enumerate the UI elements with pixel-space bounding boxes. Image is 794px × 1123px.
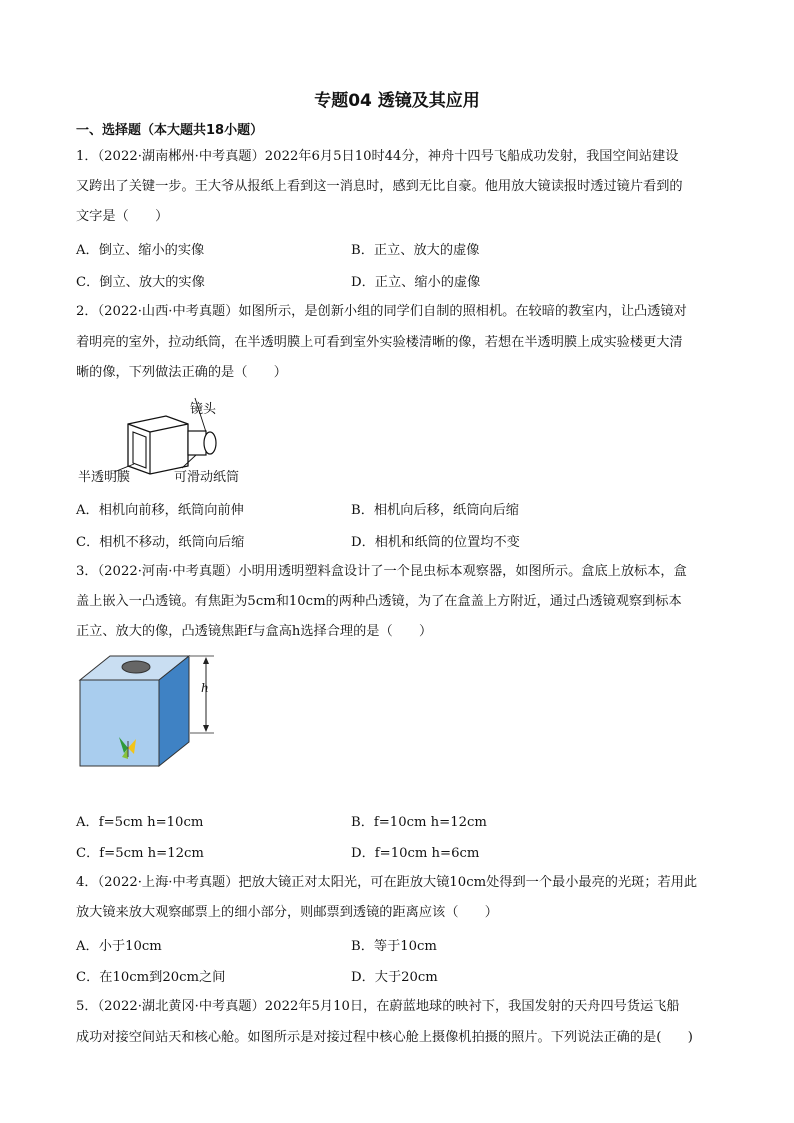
q2-option-c: C．相机不移动，纸筒向后缩 bbox=[76, 535, 245, 550]
q2-option-d: D．相机和纸筒的位置均不变 bbox=[351, 535, 520, 550]
q5-line-1: 5．（2022·湖北黄冈·中考真题）2022年5月10日，在蔚蓝地球的映衬下，我国发射的天舟四号货运飞船 bbox=[76, 999, 680, 1014]
q5-line-2: 成功对接空间站天和核心舱。如图所示是对接过程中核心舱上摄像机拍摄的照片。下列说法正确的是( ) bbox=[76, 1030, 693, 1045]
q2-line-3: 晰的像，下列做法正确的是（ ） bbox=[76, 365, 287, 380]
q4-option-a: A．小于10cm bbox=[76, 939, 162, 954]
q3-option-b: B．f=10cm h=12cm bbox=[351, 815, 487, 830]
section-heading: 一、选择题（本大题共18小题） bbox=[76, 123, 264, 138]
q4-line-1: 4．（2022·上海·中考真题）把放大镜正对太阳光，可在距放大镜10cm处得到一个最小最亮的光斑；若用此 bbox=[76, 875, 698, 890]
page-title: 专题04 透镜及其应用 bbox=[314, 91, 480, 111]
q2-option-a: A．相机向前移，纸筒向前伸 bbox=[76, 503, 244, 518]
q1-option-c: C．倒立、放大的实像 bbox=[76, 275, 205, 290]
q3-option-d: D．f=10cm h=6cm bbox=[351, 846, 480, 861]
q3-option-c: C．f=5cm h=12cm bbox=[76, 846, 204, 861]
q4-line-2: 放大镜来放大观察邮票上的细小部分，则邮票到透镜的距离应该（ ） bbox=[76, 905, 498, 920]
q1-line-3: 文字是（ ） bbox=[76, 209, 169, 224]
insect-box-figure bbox=[76, 653, 226, 771]
tube-label: 可滑动纸筒 bbox=[174, 470, 240, 485]
q1-option-b: B．正立、放大的虚像 bbox=[351, 243, 480, 258]
q2-option-b: B．相机向后移，纸筒向后缩 bbox=[351, 503, 519, 518]
film-label: 半透明膜 bbox=[78, 470, 131, 485]
q1-line-1: 1．（2022·湖南郴州·中考真题）2022年6月5日10时44分，神舟十四号飞船成功发射，我国空间站建设 bbox=[76, 149, 679, 164]
q4-option-c: C．在10cm到20cm之间 bbox=[76, 970, 226, 985]
q4-option-d: D．大于20cm bbox=[351, 970, 438, 985]
q1-line-2: 又跨出了关键一步。王大爷从报纸上看到这一消息时，感到无比自豪。他用放大镜读报时透过镜片看到的 bbox=[76, 179, 683, 194]
insect-box-drawing bbox=[76, 653, 226, 771]
q4-option-b: B．等于10cm bbox=[351, 939, 437, 954]
q1-option-a: A．倒立、缩小的实像 bbox=[76, 243, 205, 258]
camera-figure bbox=[76, 394, 276, 488]
q3-line-2: 盖上嵌入一凸透镜。有焦距为5cm和10cm的两种凸透镜，为了在盒盖上方附近，通过凸透镜观察到标本 bbox=[76, 594, 682, 609]
q3-option-a: A．f=5cm h=10cm bbox=[76, 815, 204, 830]
q2-line-1: 2．（2022·山西·中考真题）如图所示，是创新小组的同学们自制的照相机。在较暗的教室内，让凸透镜对 bbox=[76, 304, 687, 319]
q2-line-2: 着明亮的室外，拉动纸筒，在半透明膜上可看到室外实验楼清晰的像，若想在半透明膜上成实验楼更大清 bbox=[76, 335, 683, 350]
q3-line-1: 3．（2022·河南·中考真题）小明用透明塑料盒设计了一个昆虫标本观察器，如图所示。盒底上放标本，盒 bbox=[76, 564, 687, 579]
q3-line-3: 正立、放大的像，凸透镜焦距f与盒高h选择合理的是（ ） bbox=[76, 624, 433, 639]
lens-label: 镜头 bbox=[190, 402, 217, 417]
height-label: h bbox=[201, 681, 209, 695]
q1-option-d: D．正立、缩小的虚像 bbox=[351, 275, 481, 290]
